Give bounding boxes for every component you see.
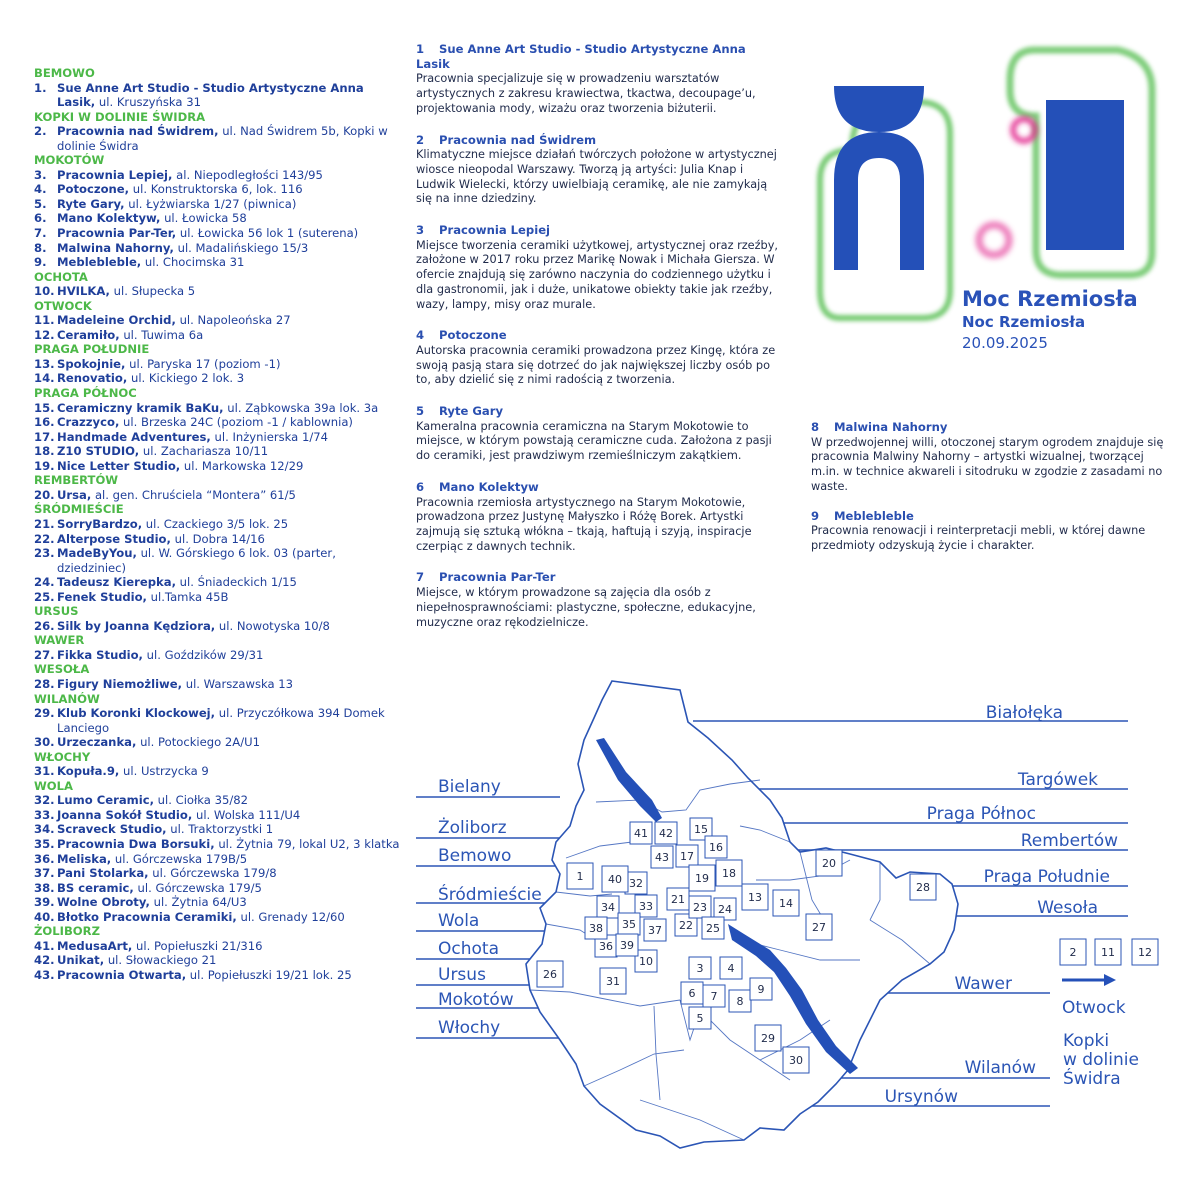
entry-number: 21.: [34, 516, 55, 531]
entry-number: 12.: [34, 327, 55, 342]
entry-name: Spokojnie,: [57, 356, 126, 371]
entry-name: BS ceramic,: [57, 880, 134, 895]
description-title: Pracownia Lepiej: [439, 223, 551, 238]
marker-number: 18: [722, 867, 736, 880]
district-heading: PRAGA PÓŁNOC: [34, 386, 137, 401]
marker-number: 2: [1069, 946, 1077, 959]
marker-number: 35: [622, 918, 636, 931]
entry-number: 22.: [34, 531, 55, 546]
entry-address: ul. Zachariasza 10/11: [142, 444, 269, 459]
location-marker: [783, 1047, 809, 1073]
entry-number: 42.: [34, 953, 55, 968]
description-title: Sue Anne Art Studio - Studio Artystyczne Anna Lasik: [416, 42, 746, 71]
marker-number: 1: [576, 870, 584, 883]
location-marker: [667, 888, 689, 910]
location-marker: [655, 822, 677, 844]
entry-number: 3.: [34, 167, 47, 182]
entry-name: Handmade Adventures,: [57, 429, 211, 444]
entry-address: al. gen. Chruściela “Montera” 61/5: [94, 487, 296, 502]
entry-number: 29.: [34, 706, 55, 721]
entry-number: 35.: [34, 836, 55, 851]
district-label: Bielany: [438, 777, 501, 797]
location-marker: [644, 919, 666, 941]
marker-number: 12: [1138, 946, 1152, 959]
entry-name: Potoczone,: [57, 182, 130, 197]
description-number: 6: [416, 479, 425, 494]
location-marker: [716, 860, 742, 886]
marker-number: 42: [659, 827, 673, 840]
entry-name: Scraveck Studio,: [57, 822, 167, 837]
entry-address: ul. Napoleońska 27: [179, 313, 291, 328]
marker-number: 11: [1101, 946, 1115, 959]
entry-address: ul. Łowicka 58: [164, 211, 247, 226]
outside-label: Otwock: [1062, 998, 1126, 1018]
entry-address: ul. Paryska 17 (poziom -1): [129, 356, 281, 371]
marker-number: 17: [680, 850, 694, 863]
entry-name: Fikka Studio,: [57, 647, 143, 662]
location-marker: [773, 890, 799, 916]
location-marker: [689, 865, 715, 891]
entry-address: ul. Śniadeckich 1/15: [179, 575, 297, 590]
entry-number: 41.: [34, 938, 55, 953]
marker-number: 16: [709, 841, 723, 854]
entry-name: Figury Niemożliwe,: [57, 676, 183, 691]
description-text: W przedwojennej willi, otoczonej starym ogrodem znajduje się pracownia Malwiny Nahorny – artystki wizualnej, tworzącej m.in. w technice akwareli i sitodruku w zgodzie z zasadami no waste.: [811, 435, 1164, 493]
description-number: 5: [416, 404, 425, 419]
entry-address: ul. Kickiego 2 lok. 3: [130, 371, 245, 386]
entry-name: Ceramiczny kramik BaKu,: [57, 400, 224, 415]
location-marker: [676, 845, 698, 867]
entry-address: ul. Słupecka 5: [113, 284, 196, 299]
entry-address: ul. Grenady 12/60: [240, 909, 345, 924]
district-label: Wola: [438, 911, 480, 931]
district-label: Rembertów: [1020, 831, 1118, 851]
entry-address: ul. Kruszyńska 31: [98, 95, 201, 110]
marker-number: 9: [757, 983, 765, 996]
entry-name: Sue Anne Art Studio - Studio Artystyczne Anna Lasik,: [57, 80, 364, 110]
entry-address: ul. Żytnia 79, lokal U2, 3 klatka: [218, 836, 400, 851]
district-heading: ŚRÓDMIEŚCIE: [34, 502, 124, 517]
location-marker: [1095, 939, 1121, 965]
entry-name: SorryBardzo,: [57, 516, 143, 531]
entry-number: 4.: [34, 182, 47, 197]
entry-address: ul. Przyczółkowa 394 Domek Lanciego: [57, 706, 385, 735]
entry-name: Pani Stolarka,: [57, 866, 149, 881]
marker-number: 15: [694, 823, 708, 836]
entry-name: Lumo Ceramic,: [57, 793, 154, 808]
district-heading: BEMOWO: [34, 66, 95, 80]
entry-name: Pracownia Par-Ter,: [57, 226, 177, 241]
entry-name: Ursa,: [57, 487, 92, 502]
entry-address: ul. Ustrzycka 9: [123, 764, 209, 779]
entry-number: 10.: [34, 284, 55, 299]
entry-number: 43.: [34, 967, 55, 982]
marker-number: 31: [606, 975, 620, 988]
entry-number: 27.: [34, 647, 55, 662]
district-heading: WESOŁA: [34, 662, 90, 677]
entry-address: ul. Popiełuszki 21/316: [136, 938, 263, 953]
location-marker: [755, 1025, 781, 1051]
entry-address: ul. Warszawska 13: [185, 676, 294, 691]
marker-number: 37: [648, 924, 662, 937]
district-label: Mokotów: [438, 990, 514, 1010]
entry-name: Ryte Gary,: [57, 196, 125, 211]
outside-label: Świdra: [1063, 1069, 1121, 1089]
entry-address: ul. Dobra 14/16: [174, 531, 265, 546]
marker-number: 20: [822, 857, 836, 870]
entry-number: 23.: [34, 546, 55, 561]
marker-number: 36: [599, 940, 613, 953]
entry-address: ul. Chocimska 31: [144, 255, 245, 270]
entry-name: Pracownia Otwarta,: [57, 967, 187, 982]
location-marker: [537, 961, 563, 987]
entry-address: ul. Słowackiego 21: [107, 953, 217, 968]
entry-name: Mano Kolektyw,: [57, 211, 161, 226]
description-number: 7: [416, 570, 425, 585]
district-heading: WILANÓW: [34, 691, 100, 706]
location-marker: [720, 957, 742, 979]
district-heading: OTWOCK: [34, 298, 92, 313]
location-marker: [1132, 939, 1158, 965]
entry-name: Joanna Sokół Studio,: [57, 807, 193, 822]
entry-address: ul. Konstruktorska 6, lok. 116: [132, 182, 303, 197]
location-marker: [742, 884, 768, 910]
entry-name: Crazzyco,: [57, 415, 120, 430]
location-marker: [681, 982, 703, 1004]
location-marker: [585, 917, 607, 939]
entry-name: Fenek Studio,: [57, 589, 147, 604]
entry-number: 19.: [34, 458, 55, 473]
entry-name: Meblebleble,: [57, 255, 142, 270]
entry-number: 13.: [34, 356, 55, 371]
marker-number: 29: [761, 1032, 775, 1045]
entry-address: ul. Wolska 111/U4: [195, 807, 301, 822]
district-label: Wesoła: [1037, 898, 1098, 918]
marker-number: 33: [639, 900, 653, 913]
description-title: Ryte Gary: [439, 404, 504, 419]
district-label: Ochota: [438, 939, 499, 959]
entry-name: Ceramiło,: [57, 327, 120, 342]
entry-name: Pracownia Lepiej,: [57, 167, 173, 182]
entry-number: 5.: [34, 196, 47, 211]
entry-name: Błotko Pracownia Ceramiki,: [57, 909, 237, 924]
district-label: Żoliborz: [438, 818, 507, 838]
entry-number: 15.: [34, 400, 55, 415]
district-label: Wilanów: [964, 1058, 1036, 1078]
district-heading: ŻOLIBORZ: [34, 924, 100, 939]
entry-address: ul. Czackiego 3/5 lok. 25: [145, 516, 289, 531]
location-marker: [705, 836, 727, 858]
entry-address: ul. Madalińskiego 15/3: [177, 240, 309, 255]
entry-name: Klub Koronki Klockowej,: [57, 706, 216, 721]
entry-number: 7.: [34, 226, 47, 241]
entry-name: Urzeczanka,: [57, 735, 137, 750]
marker-number: 24: [718, 903, 732, 916]
description-text: Miejsce tworzenia ceramiki użytkowej, artystycznej oraz rzeźby, założone w 2017 roku przez Marikę Nowak i Michała Giersza. W ofercie znajdują się zarówno naczynia do codziennego użytku i dla gastronomii, jak i duże, unikatowe obiekty takie jak rzeźby, wazy, lampy, misy oraz murale.: [416, 238, 779, 311]
entry-number: 36.: [34, 851, 55, 866]
entry-address: ul. Traktorzystki 1: [170, 822, 274, 837]
entry-name: MedusaArt,: [57, 938, 133, 953]
entry-address: ul. Górczewska 179B/5: [114, 851, 248, 866]
district-label: Praga Południe: [983, 867, 1110, 887]
marker-number: 6: [688, 987, 696, 1000]
marker-number: 26: [543, 968, 557, 981]
entry-name: Nice Letter Studio,: [57, 458, 181, 473]
description-text: Pracownia specjalizuje się w prowadzeniu warsztatów artystycznych z zakresu krawiectwa, tkactwa, decoupage’u, projektowania mody, wizażu oraz tworzenia biżuterii.: [416, 72, 756, 115]
marker-number: 7: [710, 990, 718, 1003]
location-marker: [806, 914, 832, 940]
district-label: Białołęka: [985, 703, 1063, 723]
entry-name: Wolne Obroty,: [57, 895, 150, 910]
marker-number: 38: [589, 922, 603, 935]
entry-address: ul. Brzeska 24C (poziom -1 / kablownia): [123, 415, 353, 430]
district-label: Bemowo: [438, 846, 512, 866]
description-text: Autorska pracownia ceramiki prowadzona przez Kingę, która ze swoją pasją stara się dotrzeć do jak największej liczby osób po to, aby dzielić się z nimi radością z tworzenia.: [416, 343, 776, 387]
marker-number: 14: [779, 897, 793, 910]
marker-number: 40: [608, 873, 622, 886]
entry-number: 34.: [34, 822, 55, 837]
entry-name: Kopuła.9,: [57, 764, 120, 779]
description-text: Kameralna pracownia ceramiczna na Starym Mokotowie to miejsce, w którym powstają ceramiczne cuda. Założona z pasji do ceramiki, jest prawdziwym rzemieślniczym zakątkiem.: [416, 419, 772, 463]
marker-number: 39: [620, 939, 634, 952]
location-marker: [689, 1007, 711, 1029]
description-number: 3: [416, 223, 425, 238]
entry-number: 24.: [34, 575, 55, 590]
description-text: Pracownia rzemiosła artystycznego na Starym Mokotowie, prowadzona przez Justynę Małyszko i Różę Borek. Artystki zajmują się sztuką włókna – tkają, haftują i szyją, inspiracje czerpiąc z dawnych technik.: [416, 495, 752, 553]
description-number: 9: [811, 508, 820, 523]
district-heading: WAWER: [34, 633, 85, 648]
entry-number: 14.: [34, 371, 55, 386]
entry-number: 39.: [34, 895, 55, 910]
entry-number: 25.: [34, 589, 55, 604]
location-marker: [597, 896, 619, 918]
entry-number: 11.: [34, 313, 55, 328]
entry-address: ul. Ząbkowska 39a lok. 3a: [227, 400, 379, 415]
entry-address: ul. Łyżwiarska 1/27 (piwnica): [128, 196, 297, 211]
location-marker: [750, 978, 772, 1000]
entry-address: ul. Potockiego 2A/U1: [140, 735, 260, 750]
entry-address: ul. Nowotyska 10/8: [218, 618, 330, 633]
location-marker: [729, 990, 751, 1012]
marker-number: 30: [789, 1054, 803, 1067]
entry-number: 30.: [34, 735, 55, 750]
district-label: Ursynów: [884, 1087, 958, 1107]
entry-number: 40.: [34, 909, 55, 924]
entry-name: Pracownia Dwa Borsuki,: [57, 836, 215, 851]
outside-label: Kopki: [1063, 1031, 1110, 1051]
entry-name: Alterpose Studio,: [57, 531, 171, 546]
entry-name: Madeleine Orchid,: [57, 313, 176, 328]
marker-number: 23: [693, 901, 707, 914]
brand-date: 20.09.2025: [962, 334, 1048, 352]
entry-name: Silk by Joanna Kędziora,: [57, 618, 216, 633]
marker-number: 25: [706, 922, 720, 935]
location-marker: [689, 896, 711, 918]
entry-address: ul. Górczewska 179/5: [137, 880, 262, 895]
marker-number: 10: [639, 955, 653, 968]
entry-number: 33.: [34, 807, 55, 822]
entry-number: 9.: [34, 255, 47, 270]
marker-number: 3: [696, 962, 704, 975]
description-number: 8: [811, 420, 820, 434]
district-heading: WOLA: [34, 778, 74, 793]
location-marker: [630, 822, 652, 844]
outside-label: w dolinie: [1063, 1050, 1139, 1070]
district-label: Wawer: [954, 974, 1012, 994]
location-marker: [816, 850, 842, 876]
district-heading: WŁOCHY: [34, 749, 91, 764]
location-marker: [703, 985, 725, 1007]
entry-address: ul. Markowska 12/29: [183, 458, 304, 473]
location-marker: [910, 874, 936, 900]
entry-name: MadeByYou,: [57, 546, 137, 561]
marker-number: 5: [696, 1012, 704, 1025]
location-marker: [618, 913, 640, 935]
entry-number: 28.: [34, 676, 55, 691]
description-title: Potoczone: [439, 328, 507, 343]
marker-number: 13: [748, 891, 762, 904]
location-marker: [1060, 939, 1086, 965]
district-label: Ursus: [438, 965, 486, 985]
entry-number: 1.: [34, 80, 47, 95]
entry-address: ul. Popiełuszki 19/21 lok. 25: [189, 967, 352, 982]
entry-address: ul. Ciołka 35/82: [157, 793, 249, 808]
entry-address: ul. Łowicka 56 lok 1 (suterena): [179, 226, 359, 241]
description-text: Pracownia renowacji i reinterpretacji mebli, w której dawne przedmioty odzyskują życie i charakter.: [811, 524, 1146, 552]
entry-number: 31.: [34, 764, 55, 779]
brand-title: Moc Rzemiosła: [962, 287, 1138, 311]
location-marker: [702, 917, 724, 939]
marker-number: 4: [727, 962, 735, 975]
entry-address: ul. Tuwima 6a: [123, 327, 204, 342]
entry-address: ul. Goździków 29/31: [146, 647, 264, 662]
entry-number: 6.: [34, 211, 47, 226]
district-heading: KOPKI W DOLINIE ŚWIDRA: [34, 109, 206, 124]
district-label: Targówek: [1017, 770, 1098, 790]
description-number: 4: [416, 328, 425, 343]
entry-name: Tadeusz Kierepka,: [57, 575, 176, 590]
location-marker: [616, 934, 638, 956]
entry-number: 26.: [34, 618, 55, 633]
description-number: 1: [416, 42, 425, 56]
entry-number: 32.: [34, 793, 55, 808]
marker-number: 27: [812, 921, 826, 934]
entry-number: 20.: [34, 487, 55, 502]
district-heading: REMBERTÓW: [34, 473, 119, 488]
entry-address: ul. Górczewska 179/8: [152, 866, 277, 881]
district-label: Praga Północ: [926, 804, 1036, 824]
marker-number: 19: [695, 872, 709, 885]
description-title: Pracownia nad Świdrem: [439, 132, 597, 147]
description-text: Klimatyczne miejsce działań twórczych położone w artystycznej wiosce nieopodal Warszawy. Tworzą ją artyści: Julia Knap i Ludwik Wielecki, którzy uwielbiają ceramikę, ale nie zamykają się na inne dziedziny.: [416, 148, 777, 206]
marker-number: 41: [634, 827, 648, 840]
entry-name: Z10 STUDIO,: [57, 444, 140, 459]
entry-address: ul. Nad Świdrem 5b, Kopki w dolinie Świdra: [57, 124, 388, 153]
district-heading: MOKOTÓW: [34, 153, 105, 168]
location-marker: [689, 957, 711, 979]
description-title: Malwina Nahorny: [834, 420, 948, 434]
entry-number: 16.: [34, 415, 55, 430]
entry-address: ul. Inżynierska 1/74: [214, 429, 328, 444]
marker-number: 22: [679, 919, 693, 932]
location-marker: [602, 866, 628, 892]
description-title: Pracownia Par-Ter: [439, 570, 556, 585]
entry-address: ul. Żytnia 64/U3: [153, 895, 247, 910]
entry-number: 37.: [34, 866, 55, 881]
entry-name: Meliska,: [57, 851, 112, 866]
location-marker: [651, 846, 673, 868]
district-heading: OCHOTA: [34, 269, 88, 284]
entry-name: Renovatio,: [57, 371, 128, 386]
entry-address: al. Niepodległości 143/95: [176, 167, 323, 182]
marker-number: 32: [629, 877, 643, 890]
entry-name: Malwina Nahorny,: [57, 240, 174, 255]
entry-number: 8.: [34, 240, 47, 255]
entry-number: 2.: [34, 124, 47, 139]
location-marker: [600, 968, 626, 994]
description-title: Mano Kolektyw: [439, 479, 539, 494]
entry-number: 38.: [34, 880, 55, 895]
description-title: Meblebleble: [834, 508, 914, 523]
description-number: 2: [416, 132, 425, 147]
entry-address: ul.Tamka 45B: [150, 589, 229, 604]
marker-number: 8: [736, 995, 744, 1008]
description-text: Miejsce, w którym prowadzone są zajęcia dla osób z niepełnosprawnościami: plastyczne, społeczne, edukacyjne, muzyczne oraz rękodzielnicze.: [416, 586, 756, 629]
entry-name: Pracownia nad Świdrem,: [57, 124, 219, 139]
arrow-head-icon: [1104, 974, 1116, 986]
district-label: Włochy: [438, 1018, 501, 1038]
entry-name: HVILKA,: [57, 284, 110, 299]
district-heading: PRAGA POŁUDNIE: [34, 342, 150, 357]
entry-address: ul. W. Górskiego 6 lok. 03 (parter, dziedziniec): [57, 546, 336, 575]
marker-number: 28: [916, 881, 930, 894]
marker-number: 34: [601, 901, 615, 914]
entry-number: 18.: [34, 444, 55, 459]
district-heading: URSUS: [34, 604, 79, 619]
brand-subtitle: Noc Rzemiosła: [962, 313, 1086, 331]
marker-number: 21: [671, 893, 685, 906]
entry-name: Unikat,: [57, 953, 105, 968]
entry-number: 17.: [34, 429, 55, 444]
location-marker: [567, 863, 593, 889]
marker-number: 43: [655, 851, 669, 864]
district-label: Śródmieście: [438, 885, 542, 905]
